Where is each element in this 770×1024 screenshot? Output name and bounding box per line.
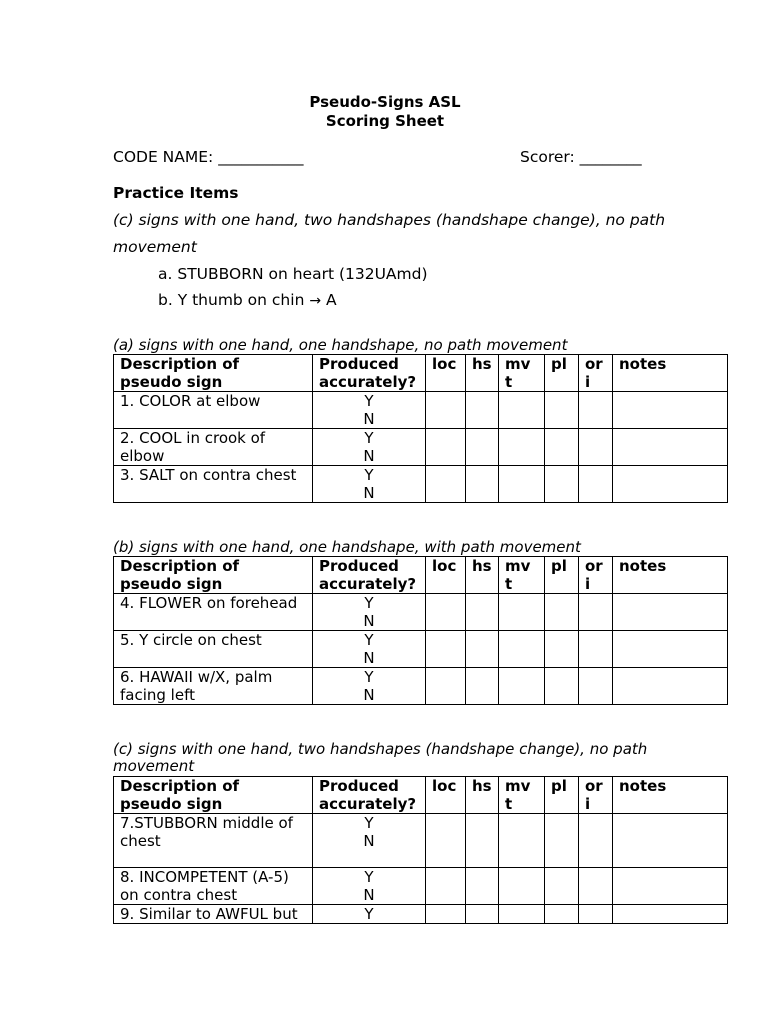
score-cell — [579, 868, 613, 905]
column-header-loc: loc — [426, 355, 466, 392]
score-cell — [466, 905, 499, 924]
section-c-label-line1: (c) signs with one hand, two handshapes (handshape change), no path — [113, 740, 648, 758]
sign-description: 7.STUBBORN middle of chest — [114, 814, 313, 868]
score-cell — [426, 631, 466, 668]
score-cell — [466, 392, 499, 429]
score-cell — [499, 668, 545, 705]
sign-description: 6. HAWAII w/X, palm facing left — [114, 668, 313, 705]
section-c-label-line2: movement — [113, 757, 195, 775]
score-cell — [545, 905, 579, 924]
column-header-notes: notes — [613, 557, 728, 594]
score-cell — [579, 392, 613, 429]
column-header-description: Description of pseudo sign — [114, 557, 313, 594]
sign-description: 4. FLOWER on forehead — [114, 594, 313, 631]
column-header-ori: or i — [579, 355, 613, 392]
code-name-field: CODE NAME: ___________ — [113, 148, 304, 166]
column-header-ori: or i — [579, 557, 613, 594]
column-header-mvt: mv t — [499, 777, 545, 814]
score-cell — [499, 868, 545, 905]
score-cell — [426, 905, 466, 924]
score-cell — [545, 868, 579, 905]
table-row — [114, 594, 728, 631]
score-cell — [466, 868, 499, 905]
notes-cell — [613, 594, 728, 631]
table-row — [114, 905, 728, 924]
score-cell — [579, 814, 613, 868]
column-header-hs: hs — [466, 557, 499, 594]
score-cell — [426, 668, 466, 705]
section-a-table — [113, 354, 728, 503]
score-cell — [499, 594, 545, 631]
sign-description: 9. Similar to AWFUL but — [114, 905, 313, 924]
sign-description: 5. Y circle on chest — [114, 631, 313, 668]
section-b-table — [113, 556, 728, 705]
table-row — [114, 868, 728, 905]
score-cell — [579, 466, 613, 503]
table-row — [114, 814, 728, 868]
score-cell — [499, 392, 545, 429]
column-header-produced: Produced accurately? — [313, 557, 426, 594]
scorer-field: Scorer: ________ — [520, 148, 642, 166]
document-title: Pseudo-Signs ASL — [309, 93, 461, 111]
practice-category-line2: movement — [113, 238, 197, 256]
sign-description: 1. COLOR at elbow — [114, 392, 313, 429]
score-cell — [426, 868, 466, 905]
column-header-produced: Produced accurately? — [313, 355, 426, 392]
score-cell — [466, 668, 499, 705]
accuracy-y-n: Y N — [313, 814, 426, 868]
column-header-pl: pl — [545, 777, 579, 814]
score-cell — [579, 905, 613, 924]
column-header-pl: pl — [545, 355, 579, 392]
notes-cell — [613, 868, 728, 905]
sign-description: 2. COOL in crook of elbow — [114, 429, 313, 466]
table-row — [114, 466, 728, 503]
arrow-right-icon: → — [309, 293, 322, 309]
column-header-loc: loc — [426, 557, 466, 594]
score-cell — [426, 429, 466, 466]
column-header-notes: notes — [613, 355, 728, 392]
column-header-pl: pl — [545, 557, 579, 594]
practice-item-b-text: b. Y thumb on chin — [158, 291, 310, 309]
score-cell — [545, 594, 579, 631]
notes-cell — [613, 392, 728, 429]
table-row — [114, 429, 728, 466]
score-cell — [466, 594, 499, 631]
notes-cell — [613, 668, 728, 705]
score-cell — [426, 594, 466, 631]
column-header-hs: hs — [466, 355, 499, 392]
score-cell — [499, 814, 545, 868]
table-header-row — [114, 355, 728, 392]
accuracy-y-n: Y — [313, 905, 426, 924]
practice-item-b — [158, 290, 337, 311]
score-cell — [545, 814, 579, 868]
accuracy-y-n: Y N — [313, 594, 426, 631]
practice-category-line1: (c) signs with one hand, two handshapes (handshape change), no path — [113, 211, 666, 229]
score-cell — [466, 429, 499, 466]
score-cell — [545, 668, 579, 705]
column-header-mvt: mv t — [499, 557, 545, 594]
table-header-row — [114, 557, 728, 594]
score-cell — [579, 631, 613, 668]
score-cell — [499, 466, 545, 503]
notes-cell — [613, 631, 728, 668]
column-header-description: Description of pseudo sign — [114, 355, 313, 392]
score-cell — [545, 631, 579, 668]
score-cell — [499, 631, 545, 668]
section-c-table — [113, 776, 728, 924]
score-cell — [499, 905, 545, 924]
score-cell — [466, 631, 499, 668]
notes-cell — [613, 814, 728, 868]
accuracy-y-n: Y N — [313, 631, 426, 668]
column-header-description: Description of pseudo sign — [114, 777, 313, 814]
section-a-label: (a) signs with one hand, one handshape, no path movement — [113, 336, 568, 354]
notes-cell — [613, 429, 728, 466]
score-cell — [579, 429, 613, 466]
practice-item-a: a. STUBBORN on heart (132UAmd) — [158, 265, 428, 283]
column-header-produced: Produced accurately? — [313, 777, 426, 814]
column-header-ori: or i — [579, 777, 613, 814]
accuracy-y-n: Y N — [313, 429, 426, 466]
score-cell — [426, 392, 466, 429]
practice-heading: Practice Items — [113, 184, 239, 202]
score-cell — [545, 429, 579, 466]
sign-description: 8. INCOMPETENT (A-5) on contra chest — [114, 868, 313, 905]
accuracy-y-n: Y N — [313, 392, 426, 429]
score-cell — [426, 466, 466, 503]
practice-item-b-target: A — [321, 291, 337, 309]
column-header-notes: notes — [613, 777, 728, 814]
score-cell — [545, 466, 579, 503]
table-header-row — [114, 777, 728, 814]
notes-cell — [613, 905, 728, 924]
accuracy-y-n: Y N — [313, 466, 426, 503]
score-cell — [545, 392, 579, 429]
score-cell — [466, 814, 499, 868]
document-subtitle: Scoring Sheet — [325, 112, 445, 130]
column-header-loc: loc — [426, 777, 466, 814]
section-b-label: (b) signs with one hand, one handshape, with path movement — [113, 538, 581, 556]
column-header-hs: hs — [466, 777, 499, 814]
score-cell — [579, 594, 613, 631]
table-row — [114, 392, 728, 429]
accuracy-y-n: Y N — [313, 868, 426, 905]
sign-description: 3. SALT on contra chest — [114, 466, 313, 503]
accuracy-y-n: Y N — [313, 668, 426, 705]
table-row — [114, 668, 728, 705]
score-cell — [466, 466, 499, 503]
score-cell — [499, 429, 545, 466]
column-header-mvt: mv t — [499, 355, 545, 392]
notes-cell — [613, 466, 728, 503]
score-cell — [426, 814, 466, 868]
score-cell — [579, 668, 613, 705]
table-row — [114, 631, 728, 668]
